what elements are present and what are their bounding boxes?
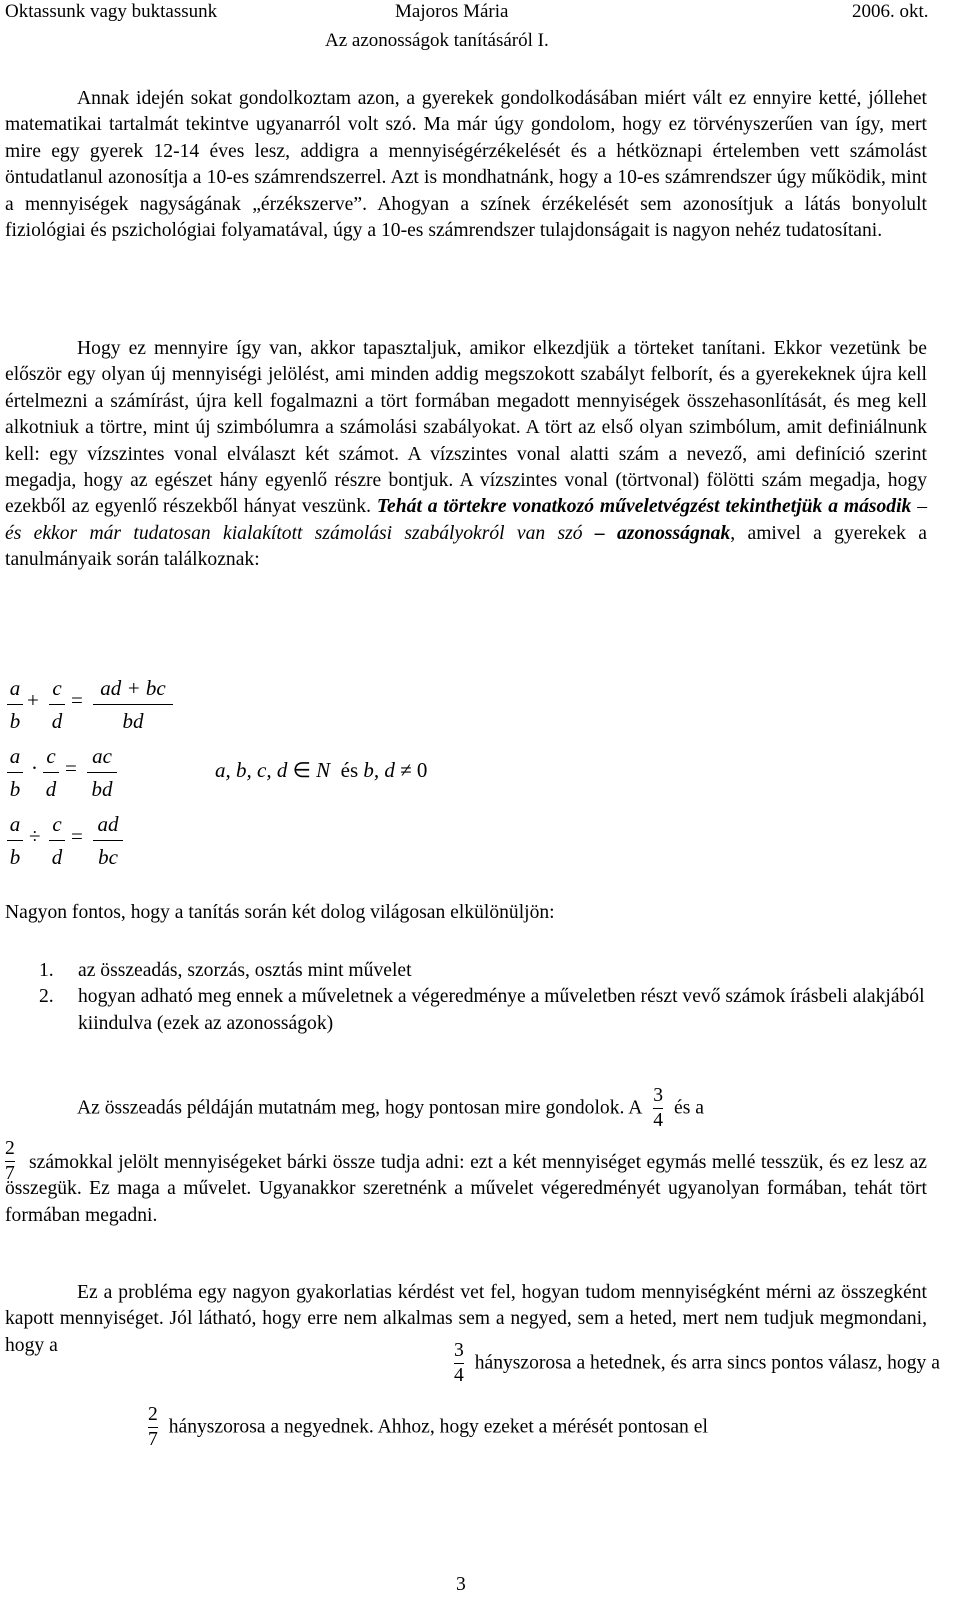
paragraph-5-fraction-2-7: $\frac{2}{7}$ hányszorosa a negyednek. Ahhoz, hogy ezeket a mérését pontosan el	[148, 1404, 708, 1450]
formula-3-equals: =	[71, 824, 83, 848]
list-item: 2. hogyan adható meg ennek a műveletnek a végeredménye a műveletben részt vevő számok írásbeli alakjából kiindulva (ezek az azonosságok)	[39, 986, 925, 1034]
paragraph-4-line-1: Az összeadás példáján mutatnám meg, hogy pontosan mire gondolok. A $\frac{3}{4}$ és a	[77, 1085, 704, 1131]
formula-1-frac-a-b: a b	[7, 672, 23, 737]
emphasis-bold-italic: Tehát a törtekre vonatkozó műveletvégzést tekinthetjük a második	[376, 496, 912, 518]
paragraph-1-text: Annak idején sokat gondolkoztam azon, a gyerekek gondolkodásában miért vált ez ennyire ketté, jóllehet matematikai tartalmát tekintve ugyanarról volt szó. Ma már úgy gondolom, hogy ez törvényszerűen van így, mert mire egy gyerek 12-14 éves lesz, addigra a mennyiségérzékelését és a hétköznapi értelemben vett számolást öntudatlanul azonosítja a 10-es számrendszerrel. Azt is mondhatnánk, hogy a 10-es számrendszer úgy működik, mint a mennyiségek nagyságának „érzékszerve”. Ahogyan a színek érzékelését sem azonosítjuk a látás bonyolult fiziológiai és pszichológiai folyamatával, úgy a 10-es számrendszer tulajdonságait is nagyon nehéz tudatosítani.	[5, 88, 927, 242]
paragraph-5: Ez a probléma egy nagyon gyakorlatias kérdést vet fel, hogyan tudom mennyiségként mérni az összegként kapott mennyiséget. Jól látható, hogy erre nem alkalmas sem a negyed, sem a heted, mert nem tudjuk megmondani, hogy a	[5, 1282, 927, 1356]
running-header-date: 2006. okt.	[852, 1, 929, 22]
paragraph-1	[5, 86, 927, 244]
paragraph-2-text: Hogy ez mennyire így van, akkor tapasztaljuk, amikor elkezdjük a törteket tanítani. Ekkor vezetünk be először egy olyan új mennyiségi jelölést, ami minden addig megszokott szabályt felborít, és a gyerekeknek újra kell értelmezni a számírást, újra kell fogalmazni a tört formában megadott mennyiségek összehasonlítását, és meg kell alkotniuk a törtre, mint új szimbólumra a számolási szabályokat. A tört az első olyan szimbólum, amit definiálnunk kell: egy vízszintes vonal elválaszt két számot. A vízszintes vonal alatti szám a nevező, ami definíció szerint megadja, hogy az egészet hány egyenlő részre bontjuk. A vízszintes vonal (törtvonal) fölötti szám megadja, hogy ezekből az egyenlő részekből hányat veszünk.	[5, 338, 927, 518]
inline-fraction-2-7: $\frac{2}{7}$	[5, 1138, 15, 1184]
inline-fraction-3-4: $\frac{3}{4}$	[653, 1085, 664, 1131]
formula-3-operator: ÷	[29, 824, 41, 848]
inline-fraction-3-4-second: $\frac{3}{4}$	[454, 1340, 464, 1386]
formula-2-frac-a-b: a b	[7, 740, 23, 805]
formula-condition: a, b, c, d ∈ N és b, d ≠ 0	[215, 758, 428, 782]
paragraph-5-fraction-3-4: $\frac{3}{4}$ hányszorosa a hetednek, és arra sincs pontos válasz, hogy a	[454, 1340, 940, 1386]
paragraph-4-body: számokkal jelölt mennyiségeket bárki össze tudja adni: ezt a két mennyiséget egymás mellé tesszük, és ez lesz az összegük. Ez maga a művelet. Ugyanakkor szeretnénk a művelet végeredményét ugyanolyan formában, tehát tört formában megadni.	[5, 1152, 927, 1226]
inline-fraction-2-7-second: $\frac{2}{7}$	[148, 1404, 158, 1450]
emphasis-italic: – és ekkor már tudatosan kialakított számolási szabályokról van szó	[5, 496, 927, 544]
paragraph-2	[5, 336, 927, 574]
paragraph-2-tail: , amivel a gyerekek a tanulmányaik során találkoznak:	[5, 522, 927, 571]
numbered-list	[5, 958, 925, 1037]
formula-3-frac-c-d: c d	[49, 808, 65, 873]
formula-1-frac-c-d: c d	[49, 672, 65, 737]
list-item: 1. az összeadás, szorzás, osztás mint művelet	[39, 960, 412, 981]
running-header-author: Majoros Mária	[395, 1, 509, 22]
formula-1-operator: +	[27, 688, 39, 712]
page-number: 3	[456, 1574, 466, 1595]
running-header-subtitle: Az azonosságok tanításáról I.	[325, 30, 549, 51]
formula-2-equals: =	[65, 756, 77, 780]
formula-2-frac-c-d: c d	[43, 740, 59, 805]
fraction-rules-formulas	[7, 672, 927, 872]
formula-3-result: ad bc	[93, 808, 123, 873]
formula-1-result: ad + bc bd	[93, 672, 173, 737]
formula-3-frac-a-b: a b	[7, 808, 23, 873]
emphasis-azonossagnak: – azonosságnak	[582, 522, 731, 544]
paragraph-3: Nagyon fontos, hogy a tanítás során két dolog világosan elkülönüljön:	[5, 902, 555, 923]
formula-2-result: ac bd	[87, 740, 117, 805]
formula-1-equals: =	[71, 688, 83, 712]
running-header-left: Oktassunk vagy buktassunk	[5, 1, 218, 22]
formula-2-operator: ·	[31, 756, 38, 780]
